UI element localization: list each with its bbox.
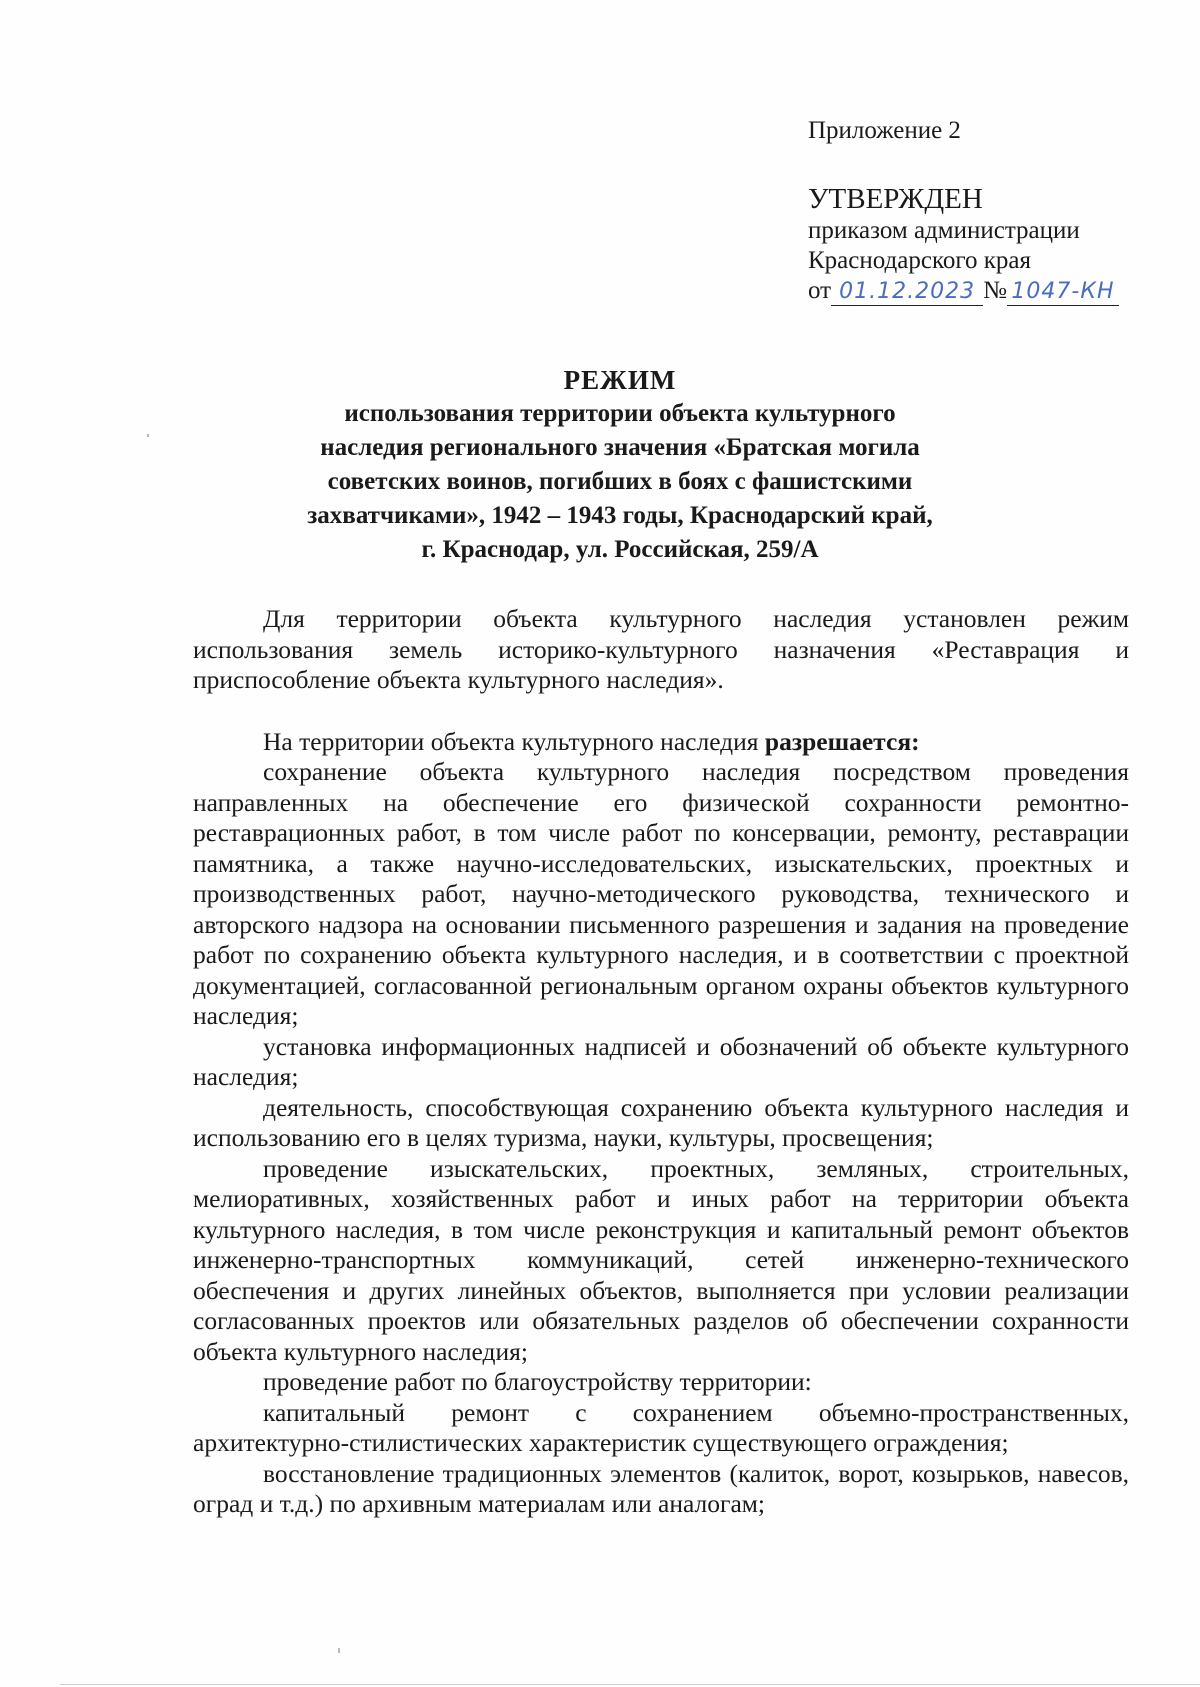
allowed-item: проведение изыскательских, проектных, земляных, строительных, мелиоративных, хозяйственных работ и иных работ на территории объекта культурного наследия, в том числе реконструкция и капитальный ремонт объектов инженерно-транспортных коммуникаций, сетей инженерно-технического обеспечения и других линейных объектов, выполняется при условии реализации согласованных проектов или обязательных разделов об обеспечении сохранности объекта культурного наследия; [193, 1153, 1129, 1366]
title-line: захватчиками», 1942 – 1943 годы, Краснодарский край, [307, 502, 933, 529]
date-prefix: от [808, 277, 832, 304]
allowed-item: сохранение объекта культурного наследия посредством проведения направленных на обеспечение его физической сохранности ремонтно-реставрационных работ, в том числе работ по консервации, ремонту, реставрации памятника, а также научно-исследовательских, изыскательских, проектных и производственных работ, научно-методического руководства, технического и авторского надзора на основании письменного разрешения и задания на проведение работ по сохранению объекта культурного наследия, и в соответствии с проектной документацией, согласованной региональным органом охраны объектов культурного наследия; [193, 757, 1129, 1030]
order-reference [808, 276, 1119, 306]
title-line: г. Краснодар, ул. Российская, 259/А [421, 536, 819, 563]
title-main: РЕЖИМ [563, 365, 677, 395]
approval-block [808, 116, 1119, 306]
allowed-item: восстановление традиционных элементов (калиток, ворот, козырьков, навесов, оград и т.д.) по архивным материалам или аналогам; [193, 1458, 1129, 1518]
intro-paragraph: Для территории объекта культурного наследия установлен режим использования земель историко-культурного назначения «Реставрация и приспособление объекта культурного наследия». [193, 604, 1129, 694]
order-number: 1047-КН [1007, 279, 1119, 306]
title-line: использования территории объекта культурного [344, 400, 896, 427]
title-line: советских воинов, погибших в боях с фашистскими [327, 468, 913, 495]
approval-line-1: приказом администрации [808, 217, 1080, 244]
appendix-label: Приложение 2 [808, 117, 961, 144]
allowed-item: установка информационных надписей и обозначений об объекте культурного наследия; [193, 1031, 1129, 1091]
scan-edge-line [60, 1684, 1200, 1685]
approval-line-2: Краснодарского края [808, 247, 1031, 274]
order-date: 01.12.2023 [831, 279, 983, 306]
number-prefix: № [983, 277, 1007, 304]
approved-heading: УТВЕРЖДЕН [808, 183, 983, 215]
scan-speck [147, 434, 149, 437]
title-line: наследия регионального значения «Братская могила [320, 434, 920, 461]
document-body [193, 604, 1129, 1520]
allowed-heading [193, 727, 1129, 758]
allowed-item: капитальный ремонт с сохранением объемно-пространственных, архитектурно-стилистических характеристик существующего ограждения; [193, 1397, 1129, 1457]
allowed-bold-text: разрешается: [764, 726, 920, 756]
allowed-lead-text: На территории объекта культурного наследия [263, 726, 765, 756]
scan-speck [338, 1648, 340, 1653]
allowed-item: деятельность, способствующая сохранению объекта культурного наследия и использованию его в целях туризма, науки, культуры, просвещения; [193, 1092, 1129, 1152]
allowed-item: проведение работ по благоустройству территории: [263, 1367, 812, 1396]
document-title [190, 363, 1050, 567]
